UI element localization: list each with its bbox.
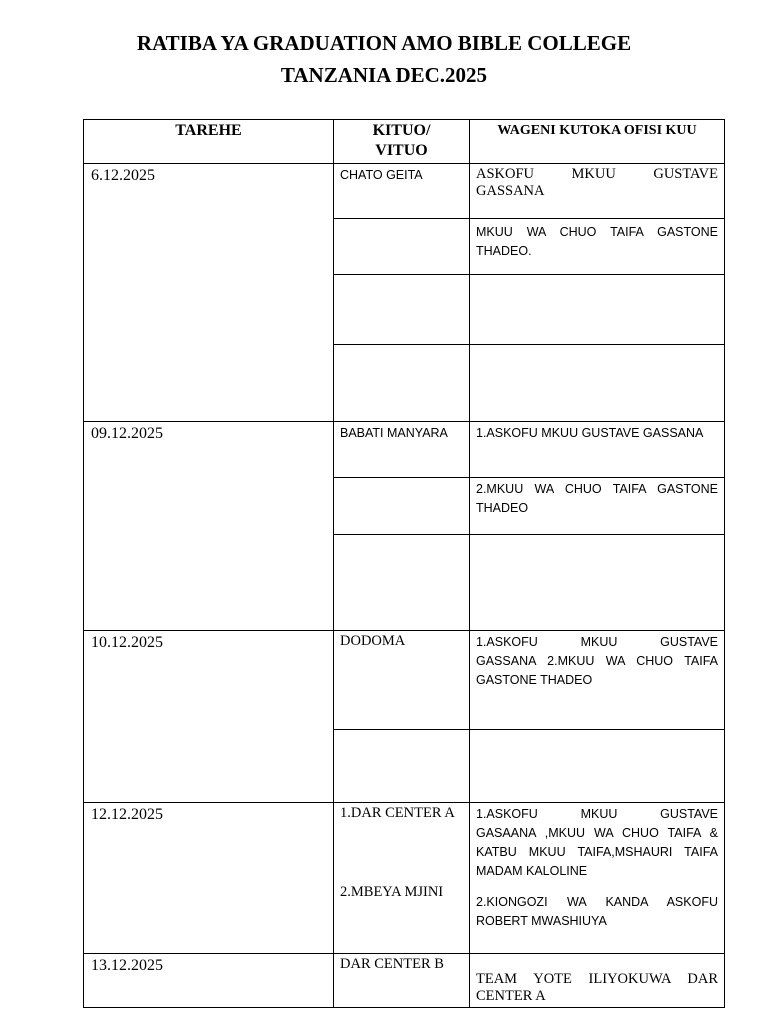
empty-cell xyxy=(470,275,725,345)
header-center-line1: KITUO/ xyxy=(372,122,431,139)
schedule-table xyxy=(83,119,725,1008)
guest-cell xyxy=(470,219,725,275)
header-center xyxy=(334,120,470,164)
guest-line: THADEO xyxy=(476,501,529,515)
page-title-line2: TANZANIA DEC.2025 xyxy=(280,63,488,87)
guest-line: ROBERT MWASHIUYA xyxy=(476,914,607,928)
guest-line: MKUU WA CHUO TAIFA GASTONE xyxy=(476,225,718,239)
guest-cell xyxy=(470,954,725,1008)
date-cell: 13.12.2025 xyxy=(84,954,334,1008)
empty-cell xyxy=(334,219,470,275)
empty-cell xyxy=(470,345,725,422)
guest-cell: 1.ASKOFU MKUU GUSTAVE GASSANA xyxy=(470,422,725,478)
center-line: 2.MBEYA MJINI xyxy=(340,884,444,900)
empty-cell xyxy=(334,730,470,803)
guest-cell xyxy=(470,164,725,219)
guest-line: ASKOFU MKUU GUSTAVE xyxy=(476,166,718,182)
table-row xyxy=(84,422,725,478)
guest-line: TEAM YOTE ILIYOKUWA DAR xyxy=(476,971,718,987)
date-cell: 09.12.2025 xyxy=(84,422,334,631)
guest-line: KATBU MKUU TAIFA,MSHAURI TAIFA xyxy=(476,845,718,859)
guest-line: GASTONE THADEO xyxy=(476,673,593,687)
guest-line: 2.MKUU WA CHUO TAIFA GASTONE xyxy=(476,482,718,496)
header-center-line2: VITUO xyxy=(375,142,428,159)
center-cell: DODOMA xyxy=(334,631,470,730)
guest-line: 1.ASKOFU MKUU GUSTAVE xyxy=(476,807,718,821)
date-cell: 6.12.2025 xyxy=(84,164,334,422)
date-cell: 10.12.2025 xyxy=(84,631,334,803)
empty-cell xyxy=(470,535,725,631)
center-cell: BABATI MANYARA xyxy=(334,422,470,478)
guest-line: GASSANA xyxy=(476,183,545,199)
guest-line: MADAM KALOLINE xyxy=(476,864,588,878)
empty-cell xyxy=(334,275,470,345)
table-row xyxy=(84,631,725,730)
empty-cell xyxy=(470,730,725,803)
center-cell: CHATO GEITA xyxy=(334,164,470,219)
guest-cell xyxy=(470,631,725,730)
guest-cell xyxy=(470,803,725,954)
guest-line: GASSANA 2.MKUU WA CHUO TAIFA xyxy=(476,654,718,668)
guest-line: GASAANA ,MKUU WA CHUO TAIFA & xyxy=(476,826,718,840)
table-row xyxy=(84,164,725,219)
guest-line: 2.KIONGOZI WA KANDA ASKOFU xyxy=(476,895,718,909)
center-cell: DAR CENTER B xyxy=(334,954,470,1008)
guest-line: CENTER A xyxy=(476,988,546,1004)
table-row xyxy=(84,803,725,954)
empty-cell xyxy=(334,535,470,631)
guest-cell xyxy=(470,478,725,535)
center-cell xyxy=(334,803,470,954)
guest-line: THADEO. xyxy=(476,244,532,258)
table-row xyxy=(84,954,725,1008)
table-header-row xyxy=(84,120,725,164)
empty-cell xyxy=(334,478,470,535)
center-line: 1.DAR CENTER A xyxy=(340,805,455,821)
guest-line: 1.ASKOFU MKUU GUSTAVE xyxy=(476,635,718,649)
empty-cell xyxy=(334,345,470,422)
page-title-line1: RATIBA YA GRADUATION AMO BIBLE COLLEGE xyxy=(136,31,632,55)
header-date: TAREHE xyxy=(84,120,334,164)
date-cell: 12.12.2025 xyxy=(84,803,334,954)
header-guests: WAGENI KUTOKA OFISI KUU xyxy=(470,120,725,164)
